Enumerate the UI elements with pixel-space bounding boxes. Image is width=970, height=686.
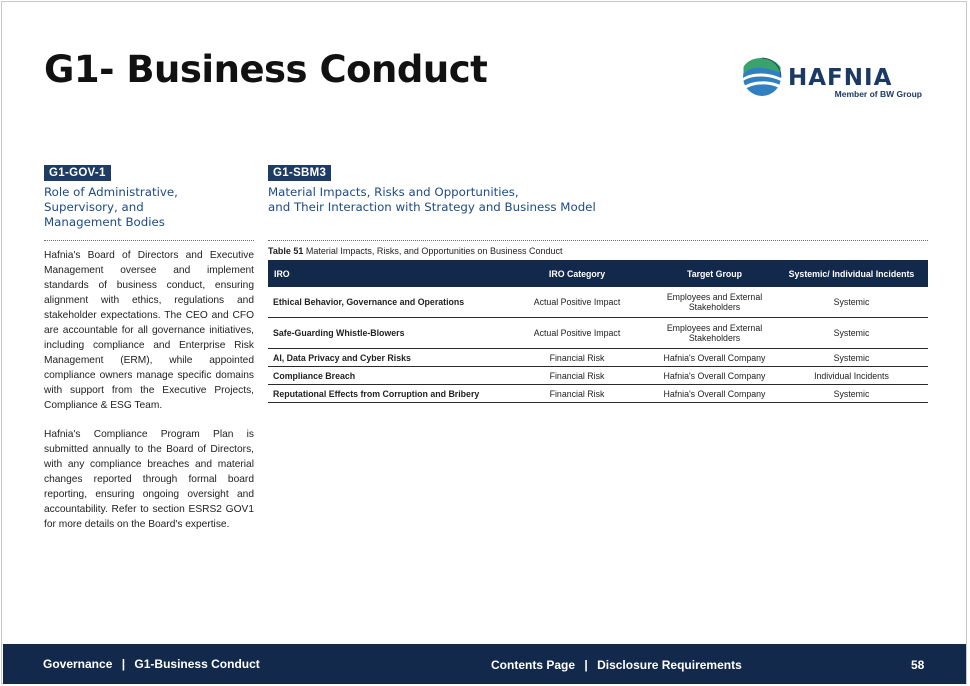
page-number: 58: [911, 658, 925, 672]
hafnia-wordmark: HAFNIA: [788, 65, 893, 91]
cell-category: Financial Risk: [500, 385, 654, 403]
iro-table: [268, 260, 928, 403]
cell-systemic: Systemic: [775, 385, 928, 403]
cell-category: Actual Positive Impact: [500, 287, 654, 318]
sbm-heading-line: and Their Interaction with Strategy and Business Model: [268, 200, 596, 214]
divider: [44, 240, 254, 241]
contents-page-link[interactable]: Contents Page: [491, 658, 576, 672]
cell-iro: Reputational Effects from Corruption and Bribery: [268, 385, 500, 403]
footer-breadcrumb: [43, 657, 260, 671]
footer-links: [491, 658, 742, 672]
cell-iro: Safe-Guarding Whistle-Blowers: [268, 318, 500, 349]
breadcrumb-governance[interactable]: Governance: [43, 657, 113, 671]
cell-systemic: Individual Incidents: [775, 367, 928, 385]
table-row: [268, 385, 928, 403]
cell-target-group: Employees and External Stakeholders: [654, 318, 775, 349]
gov-paragraph: Hafnia's Compliance Program Plan is submitted annually to the Board of Directors, with any compliance breaches and material changes reported through formal board reporting, ensuring ongoing oversight and accountability. Refer to section ESRS2 GOV1 for more details on the Board's expertise.: [44, 429, 254, 530]
cell-category: Financial Risk: [500, 367, 654, 385]
column-header-category: IRO Category: [500, 260, 654, 287]
footer-bar: [3, 644, 966, 684]
table-caption-text: Material Impacts, Risks, and Opportunities on Business Conduct: [303, 246, 563, 256]
cell-systemic: Systemic: [775, 349, 928, 367]
column-header-systemic: Systemic/ Individual Incidents: [775, 260, 928, 287]
table-row: [268, 287, 928, 318]
hafnia-globe-icon: [742, 57, 782, 97]
page-title: G1- Business Conduct: [44, 48, 488, 91]
sbm-heading: [268, 185, 928, 215]
divider: [268, 240, 928, 241]
cell-category: Financial Risk: [500, 349, 654, 367]
hafnia-logo: [742, 57, 924, 101]
column-header-target-group: Target Group: [654, 260, 775, 287]
breadcrumb-business-conduct[interactable]: G1-Business Conduct: [134, 657, 260, 671]
breadcrumb-separator: |: [121, 657, 126, 671]
cell-target-group: Hafnia's Overall Company: [654, 385, 775, 403]
cell-systemic: Systemic: [775, 287, 928, 318]
cell-target-group: Employees and External Stakeholders: [654, 287, 775, 318]
cell-iro: Compliance Breach: [268, 367, 500, 385]
gov-heading: [44, 185, 254, 230]
table-row: [268, 318, 928, 349]
table-header-row: [268, 260, 928, 287]
gov-heading-line: Supervisory, and: [44, 200, 144, 214]
cell-iro: Ethical Behavior, Governance and Operations: [268, 287, 500, 318]
disclosure-requirements-link[interactable]: Disclosure Requirements: [597, 658, 742, 672]
cell-systemic: Systemic: [775, 318, 928, 349]
logo-tagline: Member of BW Group: [834, 89, 922, 99]
gov-tag: G1-GOV-1: [44, 165, 111, 181]
cell-target-group: Hafnia's Overall Company: [654, 367, 775, 385]
table-row: [268, 349, 928, 367]
cell-target-group: Hafnia's Overall Company: [654, 349, 775, 367]
footer-link-separator: |: [584, 658, 588, 672]
cell-iro: AI, Data Privacy and Cyber Risks: [268, 349, 500, 367]
gov-heading-line: Management Bodies: [44, 215, 165, 229]
column-header-iro: IRO: [268, 260, 500, 287]
gov-heading-line: Role of Administrative,: [44, 185, 178, 199]
sbm-tag: G1-SBM3: [268, 165, 331, 181]
table-caption-label: Table 51: [268, 246, 304, 256]
table-caption: [268, 246, 562, 256]
cell-category: Actual Positive Impact: [500, 318, 654, 349]
table-row: [268, 367, 928, 385]
gov-paragraph: Hafnia's Board of Directors and Executive Management oversee and implement standards of business conduct, ensuring alignment with ethics, regulations and stakeholder expectations. The CEO and CFO are accountable for all governance initiatives, including compliance and Enterprise Risk Management (ERM), while appointed compliance owners manage specific domains with support from the Executive Projects, Compliance & ESG Team.: [44, 250, 254, 411]
sbm-heading-line: Material Impacts, Risks and Opportunities,: [268, 185, 519, 199]
